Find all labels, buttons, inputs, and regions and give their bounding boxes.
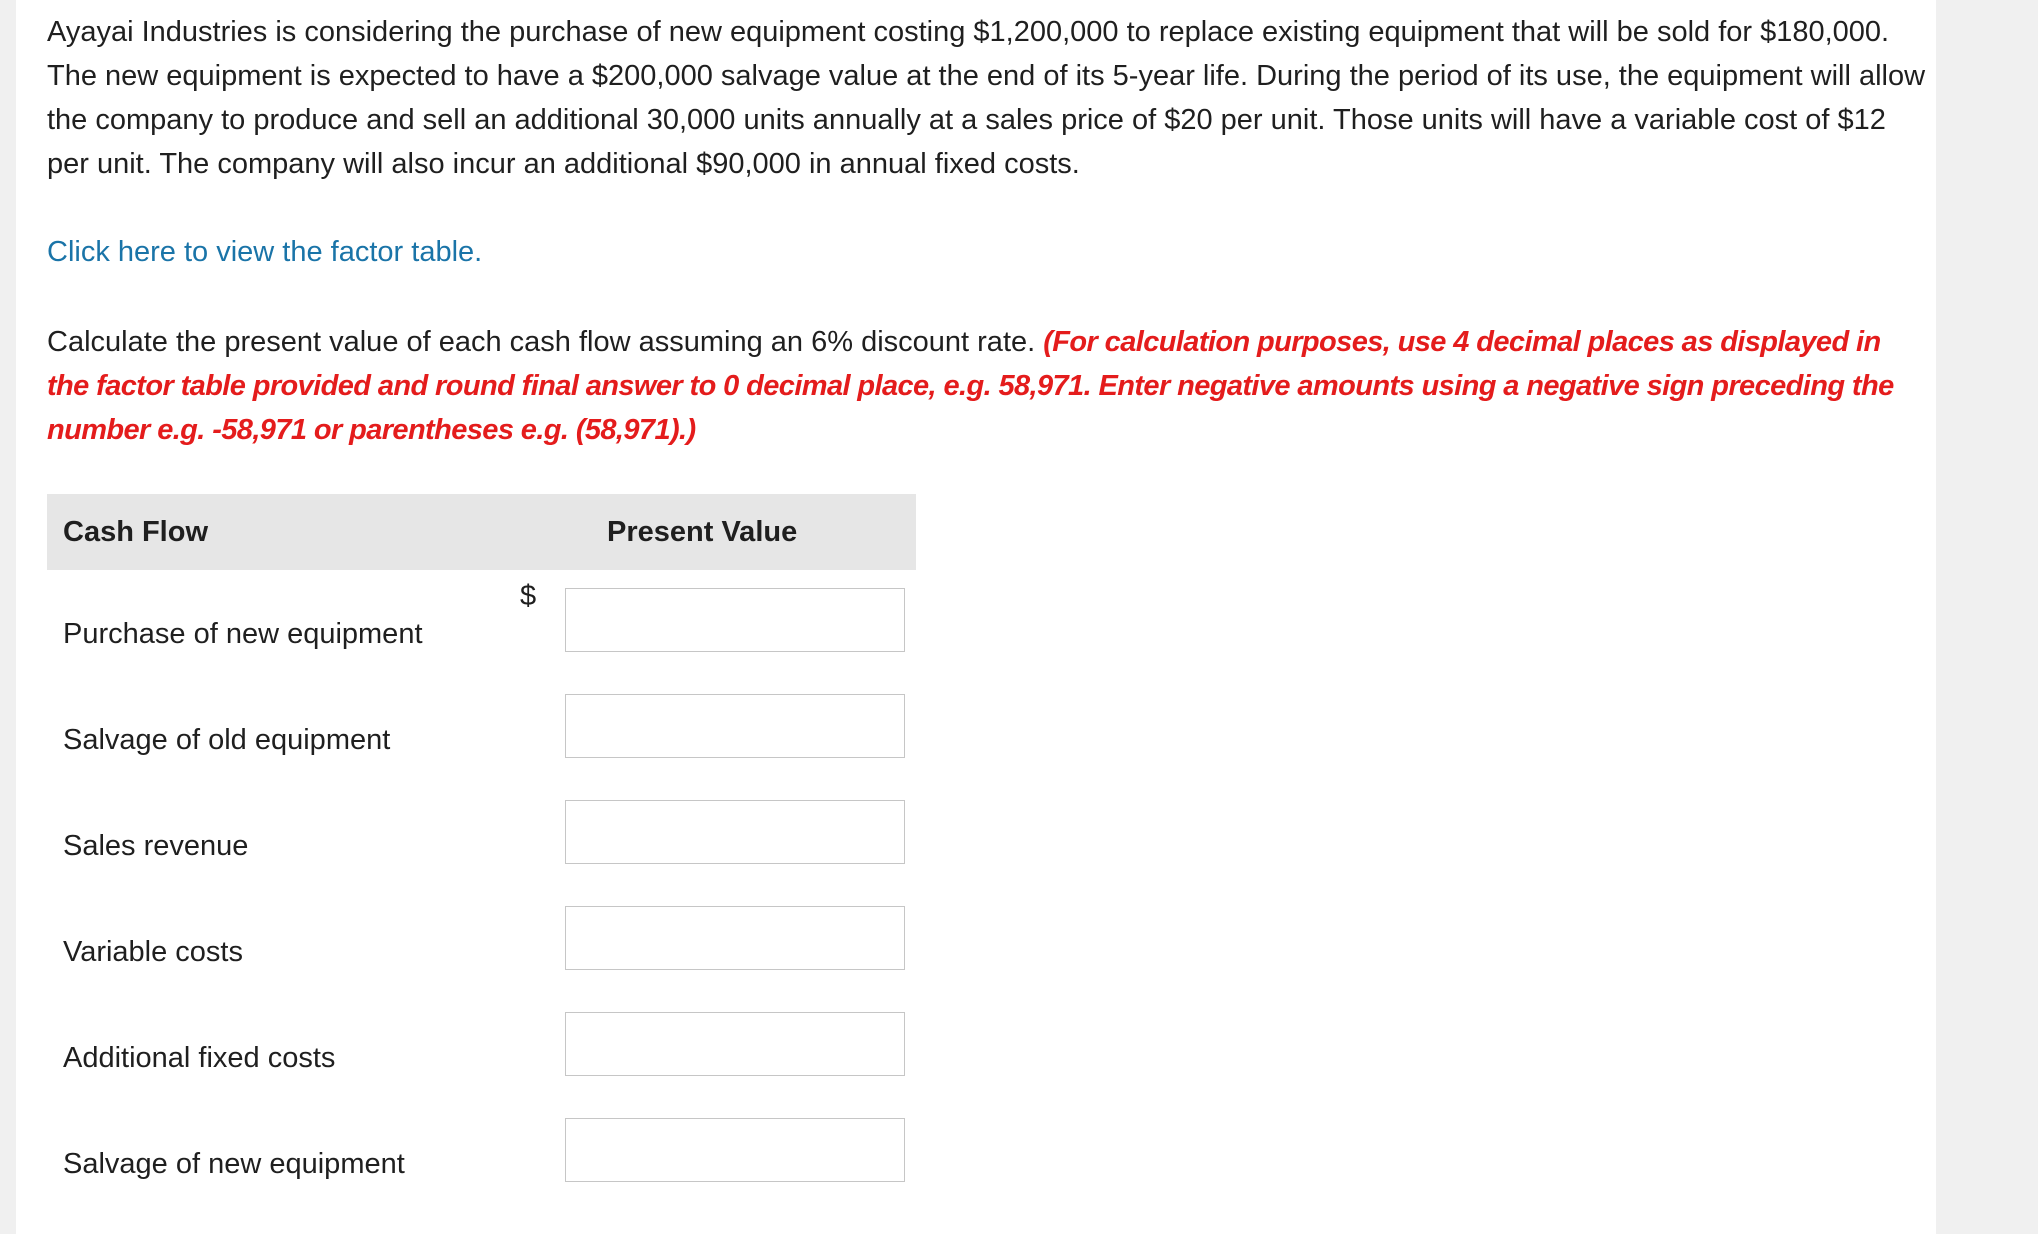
- instructions-hint: (For calculation purposes, use 4 decimal places as displayed in the factor table provided and round final answer to 0 decimal place, e.g. 58,971. Enter negative amounts using a negative sign preceding the number e.g. -58,971 or parentheses e.g. (58,971).): [47, 326, 1894, 446]
- row-label: Purchase of new equipment: [63, 618, 423, 650]
- factor-table-link[interactable]: Click here to view the factor table.: [47, 236, 483, 268]
- present-value-input-sales-revenue[interactable]: [565, 800, 905, 864]
- row-label: Variable costs: [63, 936, 243, 968]
- table-row-additional-fixed-costs: [47, 994, 916, 1100]
- present-value-input-additional-fixed-costs[interactable]: [565, 1012, 905, 1076]
- present-value-input-salvage-old-equipment[interactable]: [565, 694, 905, 758]
- table-row-variable-costs: [47, 888, 916, 994]
- table-row-salvage-old-equipment: [47, 676, 916, 782]
- question-panel: [16, 0, 1936, 1234]
- row-label: Sales revenue: [63, 830, 249, 862]
- row-label: Salvage of new equipment: [63, 1148, 405, 1180]
- instructions: [47, 320, 1927, 452]
- present-value-input-salvage-new-equipment[interactable]: [565, 1118, 905, 1182]
- row-label: Additional fixed costs: [63, 1042, 336, 1074]
- row-label: Salvage of old equipment: [63, 724, 391, 756]
- cash-flow-table: [47, 494, 916, 1206]
- instructions-prompt: Calculate the present value of each cash flow assuming an 6% discount rate.: [47, 326, 1036, 358]
- table-row-salvage-new-equipment: [47, 1100, 916, 1206]
- table-header: [47, 494, 916, 570]
- table-row-purchase-new-equipment: [47, 570, 916, 676]
- header-cash-flow: Cash Flow: [63, 516, 209, 548]
- currency-symbol: $: [520, 580, 537, 612]
- header-present-value: Present Value: [607, 516, 798, 548]
- table-row-sales-revenue: [47, 782, 916, 888]
- problem-statement: Ayayai Industries is considering the purchase of new equipment costing $1,200,000 to replace existing equipment that will be sold for $180,000. The new equipment is expected to have a $200,000 salvage value at the end of its 5-year life. During the period of its use, the equipment will allow the company to produce and sell an additional 30,000 units annually at a sales price of $20 per unit. Those units will have a variable cost of $12 per unit. The company will also incur an additional $90,000 in annual fixed costs.: [47, 16, 1926, 180]
- present-value-input-variable-costs[interactable]: [565, 906, 905, 970]
- present-value-input-purchase-new-equipment[interactable]: [565, 588, 905, 652]
